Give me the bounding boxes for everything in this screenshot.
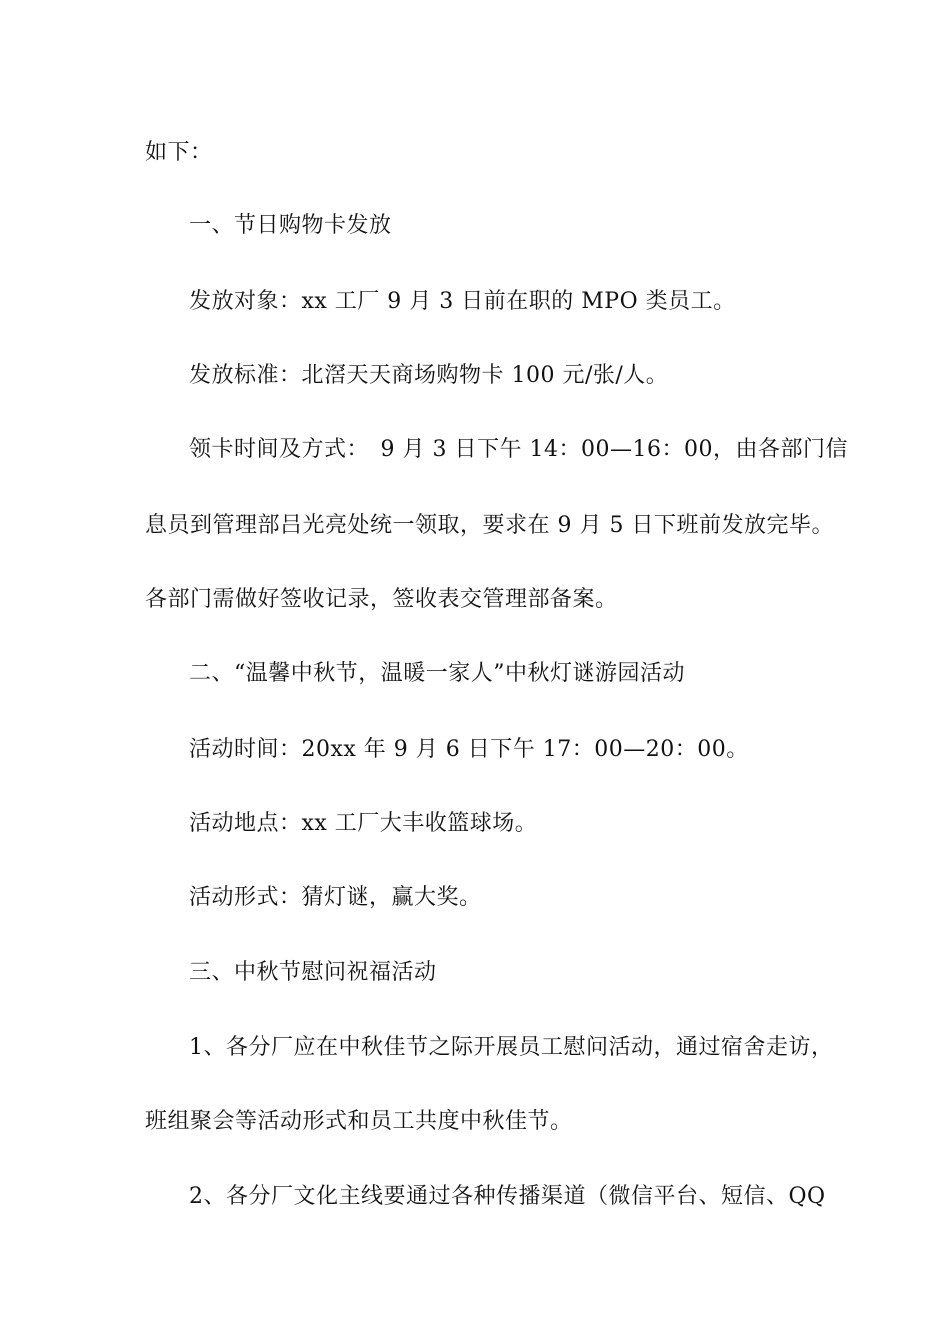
section-heading: 二、“温馨中秋节，温暖一家人”中秋灯谜游园活动 [189, 661, 685, 686]
paragraph-line: 各部门需做好签收记录，签收表交管理部备案。 [145, 587, 618, 612]
paragraph-line: 2、各分厂文化主线要通过各种传播渠道（微信平台、短信、QQ [189, 1184, 826, 1209]
paragraph-line: 如下： [145, 140, 213, 165]
paragraph-line: 活动地点：xx 工厂大丰收篮球场。 [189, 811, 538, 836]
paragraph-line: 活动时间：20xx 年 9 月 6 日下午 17：00—20：00。 [189, 737, 749, 762]
paragraph-line: 班组聚会等活动形式和员工共度中秋佳节。 [145, 1109, 573, 1134]
paragraph-line: 发放标准：北滘天天商场购物卡 100 元/张/人。 [189, 363, 669, 388]
paragraph-line: 活动形式：猜灯谜，赢大奖。 [189, 885, 482, 910]
paragraph-line: 发放对象：xx 工厂 9 月 3 日前在职的 MPO 类员工。 [189, 289, 736, 314]
section-heading: 三、中秋节慰问祝福活动 [189, 960, 437, 985]
paragraph-line: 1、各分厂应在中秋佳节之际开展员工慰问活动，通过宿舍走访， [189, 1035, 834, 1060]
section-heading: 一、节日购物卡发放 [189, 213, 392, 238]
paragraph-line: 领卡时间及方式： 9 月 3 日下午 14：00—16：00，由各部门信 [189, 437, 848, 462]
paragraph-line: 息员到管理部吕光亮处统一领取，要求在 9 月 5 日下班前发放完毕。 [145, 513, 834, 538]
